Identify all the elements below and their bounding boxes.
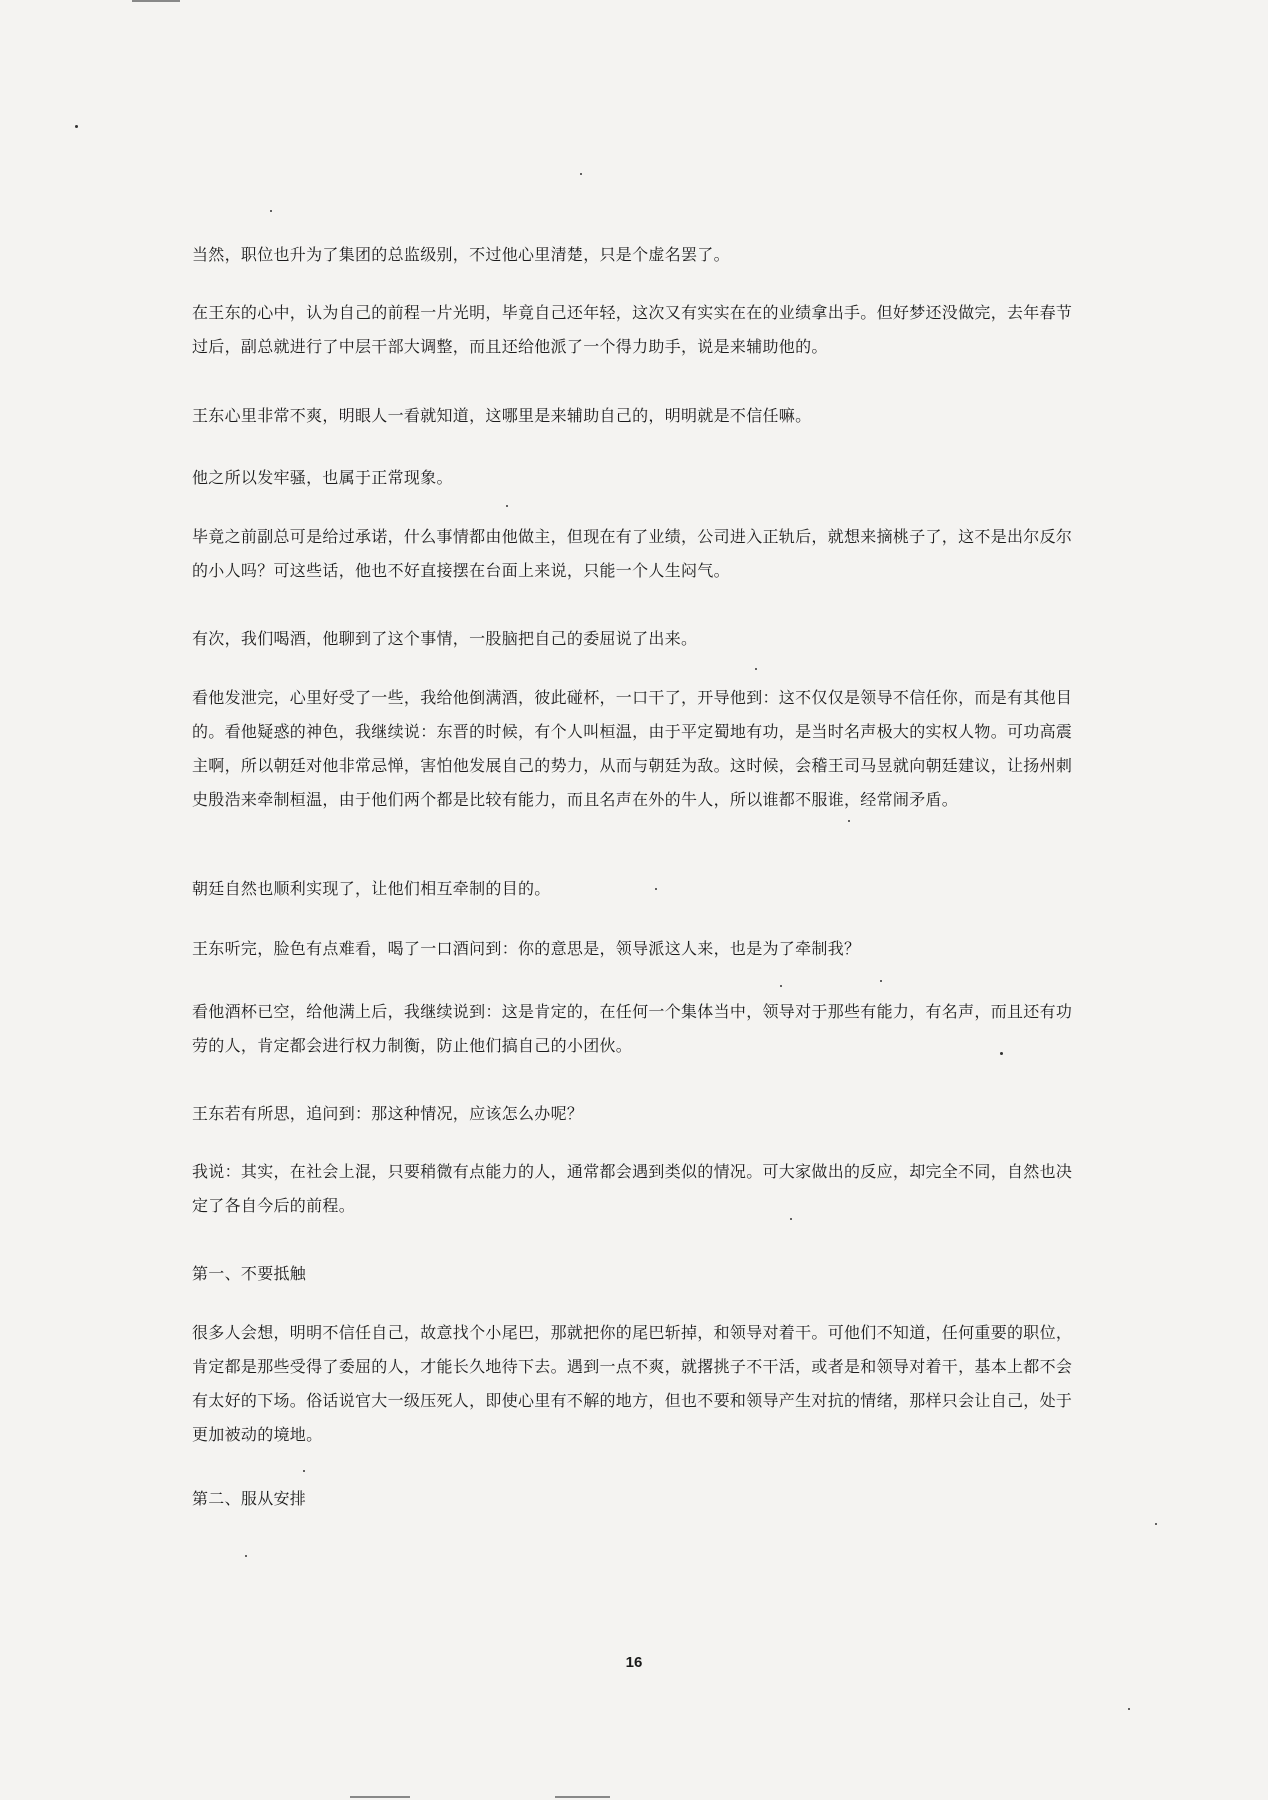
paragraph: 很多人会想，明明不信任自己，故意找个小尾巴，那就把你的尾巴斩掉，和领导对着干。可他们不知道，任何重要的职位，肯定都是那些受得了委屈的人，才能长久地待下去。遇到一点不爽，就撂挑子不干活，或者是和领导对着干，基本上都不会有太好的下场。俗话说官大一级压死人，即使心里有不解的地方，但也不要和领导产生对抗的情绪，那样只会让自己，处于更加被动的境地。 [192,1323,1073,1444]
paragraph: 在王东的心中，认为自己的前程一片光明，毕竟自己还年轻，这次又有实实在在的业绩拿出手。但好梦还没做完，去年春节过后，副总就进行了中层干部大调整，而且还给他派了一个得力助手，说是来辅助他的。 [192,303,1073,356]
speck [506,505,508,507]
paragraph: 朝廷自然也顺利实现了，让他们相互牵制的目的。 [192,879,551,898]
speck [245,1555,247,1557]
speck [75,125,78,128]
speck [1128,1708,1130,1710]
paragraph: 看他发泄完，心里好受了一些，我给他倒满酒，彼此碰杯，一口干了，开导他到：这不仅仅是领导不信任你，而是有其他目的。看他疑惑的神色，我继续说：东晋的时候，有个人叫桓温，由于平定蜀地有功，是当时名声极大的实权人物。可功高震主啊，所以朝廷对他非常忌惮，害怕他发展自己的势力，从而与朝廷为敌。这时候，会稽王司马昱就向朝廷建议，让扬州刺史殷浩来牵制桓温，由于他们两个都是比较有能力，而且名声在外的牛人，所以谁都不服谁，经常闹矛盾。 [192,688,1073,809]
speck [303,1470,305,1472]
paragraph: 王东心里非常不爽，明眼人一看就知道，这哪里是来辅助自己的，明明就是不信任嘛。 [192,406,812,425]
page-number: 16 [625,1654,643,1671]
speck [880,980,882,982]
speck [848,820,850,822]
paragraph: 我说：其实，在社会上混，只要稍微有点能力的人，通常都会遇到类似的情况。可大家做出的反应，却完全不同，自然也决定了各自今后的前程。 [192,1162,1073,1215]
paragraph: 看他酒杯已空，给他满上后，我继续说到：这是肯定的，在任何一个集体当中，领导对于那些有能力，有名声，而且还有功劳的人，肯定都会进行权力制衡，防止他们搞自己的小团伙。 [192,1002,1073,1055]
paragraph: 当然，职位也升为了集团的总监级别，不过他心里清楚，只是个虚名罢了。 [192,245,730,264]
speck [580,173,582,175]
scan-edge-bottom-right [555,1796,610,1798]
scan-edge-bottom-left [350,1796,410,1798]
speck [755,668,757,670]
speck [1155,1523,1157,1525]
speck [780,985,782,987]
section-heading: 第一、不要抵触 [192,1264,307,1283]
paragraph: 有次，我们喝酒，他聊到了这个事情，一股脑把自己的委屈说了出来。 [192,629,698,648]
speck [270,210,272,212]
paragraph: 王东若有所思，追问到：那这种情况，应该怎么办呢？ [192,1104,584,1123]
paragraph: 毕竟之前副总可是给过承诺，什么事情都由他做主，但现在有了业绩，公司进入正轨后，就想来摘桃子了，这不是出尔反尔的小人吗？可这些话，他也不好直接摆在台面上来说，只能一个人生闷气。 [192,527,1073,580]
section-heading: 第二、服从安排 [192,1489,307,1508]
paragraph: 他之所以发牢骚，也属于正常现象。 [192,468,453,487]
paragraph: 王东听完，脸色有点难看，喝了一口酒问到：你的意思是，领导派这人来，也是为了牵制我？ [192,939,861,958]
scan-edge-top [132,0,180,2]
